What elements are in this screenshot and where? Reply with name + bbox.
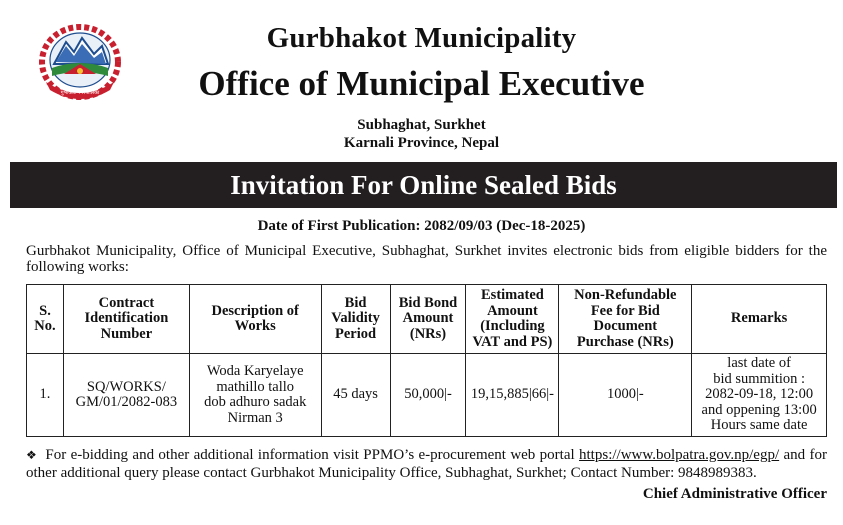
cell-remarks: last date of bid summition : 2082-09-18, 12:00 and oppening 13:00 Hours same date: [692, 354, 827, 437]
header-validity: Bid Validity Period: [321, 285, 390, 354]
publication-date: Date of First Publication: 2082/09/03 (Dec-18-2025): [257, 218, 586, 234]
note-text-after: and for other additional query please contact Gurbhakot Municipality Office, Subhaghat, Surkhet; Contact Number: 9848989383.: [26, 447, 827, 481]
notice-banner: Invitation For Online Sealed Bids: [10, 162, 837, 208]
diamond-bullet-icon: ❖: [26, 448, 38, 462]
cell-sn: 1.: [27, 354, 64, 437]
cell-description: Woda Karyelaye mathillo tallo dob adhuro sadak Nirman 3: [189, 354, 321, 437]
bid-table: [26, 284, 827, 437]
cell-bid-bond: 50,000|-: [390, 354, 466, 437]
cell-estimate: 19,15,885|66|-: [466, 354, 559, 437]
address-line-2: Karnali Province, Nepal: [343, 135, 500, 151]
municipality-title: Gurbhakot Municipality: [266, 22, 577, 54]
header-sn: S. No.: [27, 285, 64, 354]
header-description: Description of Works: [189, 285, 321, 354]
table-row: [27, 354, 827, 437]
note-text-before: For e-bidding and other additional information visit PPMO’s e-procurement web portal: [45, 447, 580, 463]
cell-fee: 1000|-: [559, 354, 692, 437]
address-line-1: Subhaghat, Surkhet: [357, 117, 486, 133]
header-contract-id: Contract Identification Number: [63, 285, 189, 354]
table-header-row: [27, 285, 827, 354]
header-fee: Non-Refundable Fee for Bid Document Purchase (NRs): [559, 285, 692, 354]
svg-text:गुर्भाकोट नगरपालिका: गुर्भाकोट नगरपालिका: [60, 90, 100, 96]
header-bid-bond: Bid Bond Amount (NRs): [390, 285, 466, 354]
intro-paragraph: Gurbhakot Municipality, Office of Municipal Executive, Subhaghat, Surkhet invites electronic bids from eligible bidders for the following works:: [26, 243, 827, 275]
cell-validity: 45 days: [321, 354, 390, 437]
cell-contract-id: SQ/WORKS/ GM/01/2082-083: [63, 354, 189, 437]
bolpatra-link[interactable]: https://www.bolpatra.gov.np/egp/: [579, 447, 780, 463]
header-remarks: Remarks: [692, 285, 827, 354]
header-estimate: Estimated Amount (Including VAT and PS): [466, 285, 559, 354]
signature-title: Chief Administrative Officer: [642, 486, 827, 502]
e-bidding-note: [26, 446, 827, 482]
office-title: Office of Municipal Executive: [198, 64, 645, 103]
